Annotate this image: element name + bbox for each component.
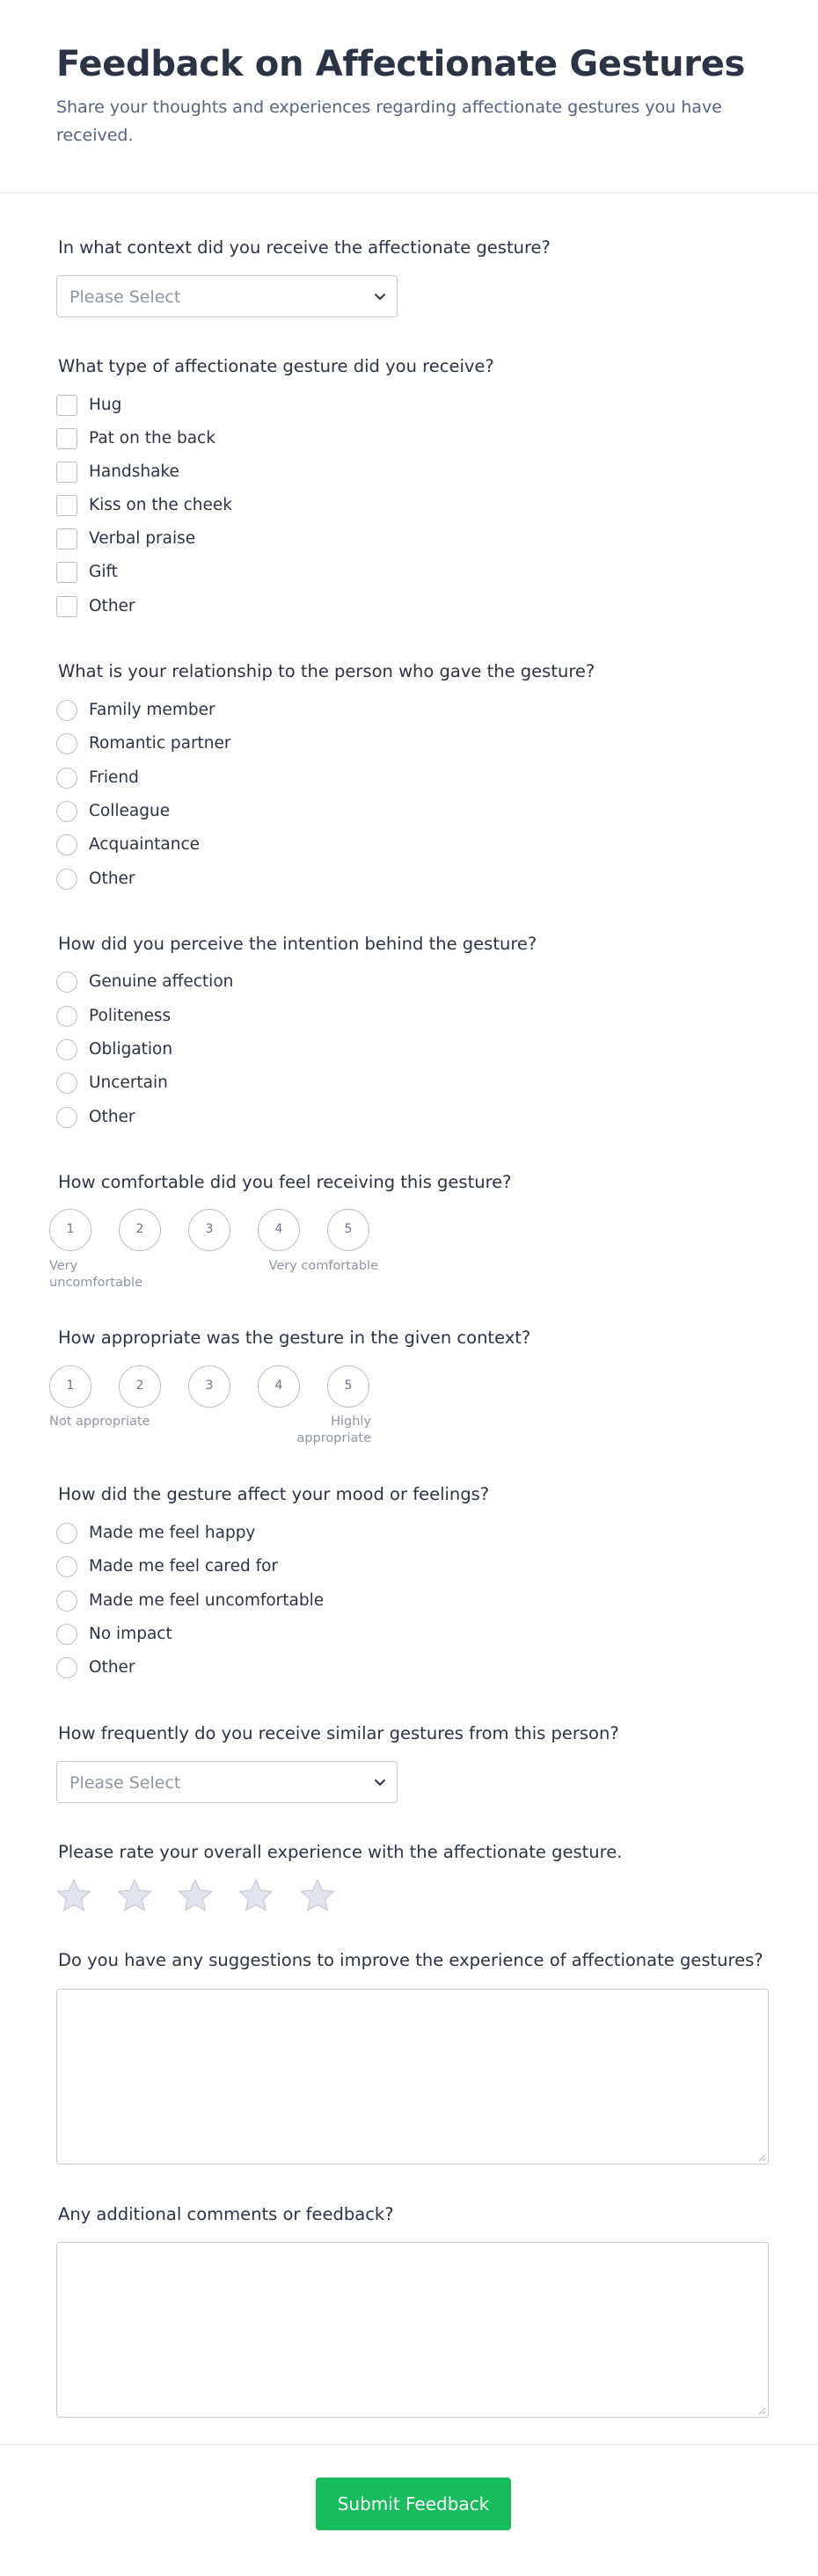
checkbox-label: Pat on the back: [89, 429, 215, 448]
radio-button[interactable]: [56, 1624, 77, 1645]
footer-divider: [0, 2444, 818, 2445]
radio-button[interactable]: [56, 1523, 77, 1544]
radio-option[interactable]: [56, 1522, 584, 1545]
question-context-label: In what context did you receive the affectionate gesture?: [58, 237, 551, 258]
checkbox[interactable]: [56, 528, 77, 549]
appropriate-min-label: Not appropriate: [49, 1415, 150, 1429]
checkbox-option[interactable]: [56, 394, 584, 417]
radio-option[interactable]: [56, 1038, 584, 1061]
radio-option[interactable]: [56, 800, 584, 823]
radio-label: Romantic partner: [89, 734, 231, 753]
radio-button[interactable]: [56, 869, 77, 890]
radio-button[interactable]: [56, 834, 77, 855]
appropriate-scale-4[interactable]: 4: [258, 1365, 300, 1408]
radio-label: Made me feel cared for: [89, 1557, 279, 1575]
radio-label: Made me feel happy: [89, 1524, 256, 1542]
radio-label: Colleague: [89, 802, 171, 820]
chevron-down-icon: [372, 1774, 388, 1790]
radio-button[interactable]: [56, 971, 77, 993]
star-icon[interactable]: [299, 1877, 336, 1914]
checkbox[interactable]: [56, 395, 77, 416]
question-intention-label: How did you perceive the intention behind the gesture?: [58, 934, 537, 954]
checkbox-option[interactable]: [56, 595, 584, 618]
suggestions-textarea[interactable]: [56, 1989, 769, 2165]
checkbox[interactable]: [56, 462, 77, 483]
radio-option[interactable]: [56, 833, 584, 856]
radio-label: Acquaintance: [89, 835, 201, 854]
checkbox-option[interactable]: [56, 561, 584, 584]
radio-label: Genuine affection: [89, 972, 234, 991]
question-suggestions-label: Do you have any suggestions to improve the experience of affectionate gestures?: [58, 1950, 763, 1970]
checkbox-label: Kiss on the cheek: [89, 496, 232, 514]
radio-button[interactable]: [56, 1657, 77, 1678]
comfort-scale-4[interactable]: 4: [258, 1209, 300, 1251]
radio-label: Other: [89, 1658, 135, 1677]
radio-option[interactable]: [56, 1555, 584, 1578]
radio-label: Friend: [89, 768, 139, 787]
question-comfort-label: How comfortable did you feel receiving this gesture?: [58, 1172, 512, 1192]
radio-button[interactable]: [56, 801, 77, 822]
star-icon[interactable]: [237, 1877, 274, 1914]
appropriate-scale-3[interactable]: 3: [188, 1365, 230, 1408]
checkbox[interactable]: [56, 428, 77, 449]
radio-option[interactable]: [56, 1106, 584, 1129]
radio-label: Other: [89, 870, 135, 888]
radio-label: No impact: [89, 1625, 172, 1643]
checkbox-label: Other: [89, 597, 135, 615]
radio-button[interactable]: [56, 768, 77, 789]
frequency-select[interactable]: [56, 1761, 398, 1803]
radio-option[interactable]: [56, 868, 584, 891]
radio-label: Family member: [89, 701, 215, 719]
question-appropriate-label: How appropriate was the gesture in the given context?: [58, 1328, 531, 1348]
radio-option[interactable]: [56, 732, 584, 755]
comfort-scale-5[interactable]: 5: [327, 1209, 369, 1251]
radio-label: Other: [89, 1108, 135, 1126]
radio-label: Uncertain: [89, 1073, 168, 1092]
checkbox-option[interactable]: [56, 528, 584, 550]
form-title: Feedback on Affectionate Gestures: [56, 44, 746, 84]
chevron-down-icon: [372, 288, 388, 304]
submit-feedback-button[interactable]: Submit Feedback: [316, 2478, 511, 2530]
star-icon[interactable]: [55, 1877, 92, 1914]
appropriate-scale-2[interactable]: 2: [119, 1365, 161, 1408]
radio-option[interactable]: [56, 1005, 584, 1028]
radio-button[interactable]: [56, 733, 77, 754]
radio-button[interactable]: [56, 1590, 77, 1612]
comfort-scale-1[interactable]: 1: [49, 1209, 91, 1251]
radio-label: Obligation: [89, 1040, 173, 1059]
appropriate-scale-1[interactable]: 1: [49, 1365, 91, 1408]
radio-option[interactable]: [56, 699, 584, 722]
radio-button[interactable]: [56, 700, 77, 721]
checkbox-label: Hug: [89, 396, 122, 414]
radio-label: Made me feel uncomfortable: [89, 1591, 325, 1610]
question-mood-label: How did the gesture affect your mood or feelings?: [58, 1484, 490, 1504]
frequency-select-placeholder: Please Select: [69, 1773, 181, 1793]
radio-option[interactable]: [56, 1072, 584, 1095]
context-select-placeholder: Please Select: [69, 287, 181, 307]
radio-option[interactable]: [56, 767, 584, 790]
context-select[interactable]: [56, 275, 398, 317]
question-comments-label: Any additional comments or feedback?: [58, 2204, 394, 2224]
appropriate-max-label: Highly appropriate: [296, 1415, 371, 1445]
radio-option[interactable]: [56, 971, 584, 993]
resize-grip-icon[interactable]: [757, 2153, 766, 2162]
star-icon[interactable]: [116, 1877, 153, 1914]
checkbox-label: Gift: [89, 563, 118, 581]
star-icon[interactable]: [177, 1877, 214, 1914]
radio-button[interactable]: [56, 1107, 77, 1128]
resize-grip-icon[interactable]: [757, 2406, 766, 2415]
question-frequency-label: How frequently do you receive similar gestures from this person?: [58, 1723, 619, 1743]
checkbox-option[interactable]: [56, 427, 584, 450]
radio-button[interactable]: [56, 1006, 77, 1027]
checkbox[interactable]: [56, 596, 77, 617]
appropriate-scale-5[interactable]: 5: [327, 1365, 369, 1408]
comfort-scale-3[interactable]: 3: [188, 1209, 230, 1251]
form-subtitle: Share your thoughts and experiences regarding affectionate gestures you have received.: [56, 98, 722, 145]
radio-label: Politeness: [89, 1007, 172, 1025]
comfort-min-label: Very uncomfortable: [49, 1259, 143, 1290]
checkbox-option[interactable]: [56, 494, 584, 517]
comments-textarea[interactable]: [56, 2242, 769, 2418]
question-relationship-label: What is your relationship to the person who gave the gesture?: [58, 661, 595, 681]
radio-button[interactable]: [56, 1073, 77, 1094]
checkbox[interactable]: [56, 562, 77, 583]
question-rating-label: Please rate your overall experience with the affectionate gesture.: [58, 1842, 623, 1862]
comfort-scale-2[interactable]: 2: [119, 1209, 161, 1251]
checkbox-label: Handshake: [89, 462, 179, 481]
checkbox-label: Verbal praise: [89, 529, 196, 548]
question-gesture-type-label: What type of affectionate gesture did you receive?: [58, 356, 494, 376]
comfort-max-label: Very comfortable: [268, 1259, 378, 1273]
checkbox[interactable]: [56, 495, 77, 516]
radio-button[interactable]: [56, 1039, 77, 1060]
checkbox-option[interactable]: [56, 461, 584, 484]
radio-button[interactable]: [56, 1556, 77, 1577]
radio-option[interactable]: [56, 1590, 584, 1612]
form-header: [0, 0, 818, 193]
radio-option[interactable]: [56, 1623, 584, 1646]
radio-option[interactable]: [56, 1656, 584, 1679]
